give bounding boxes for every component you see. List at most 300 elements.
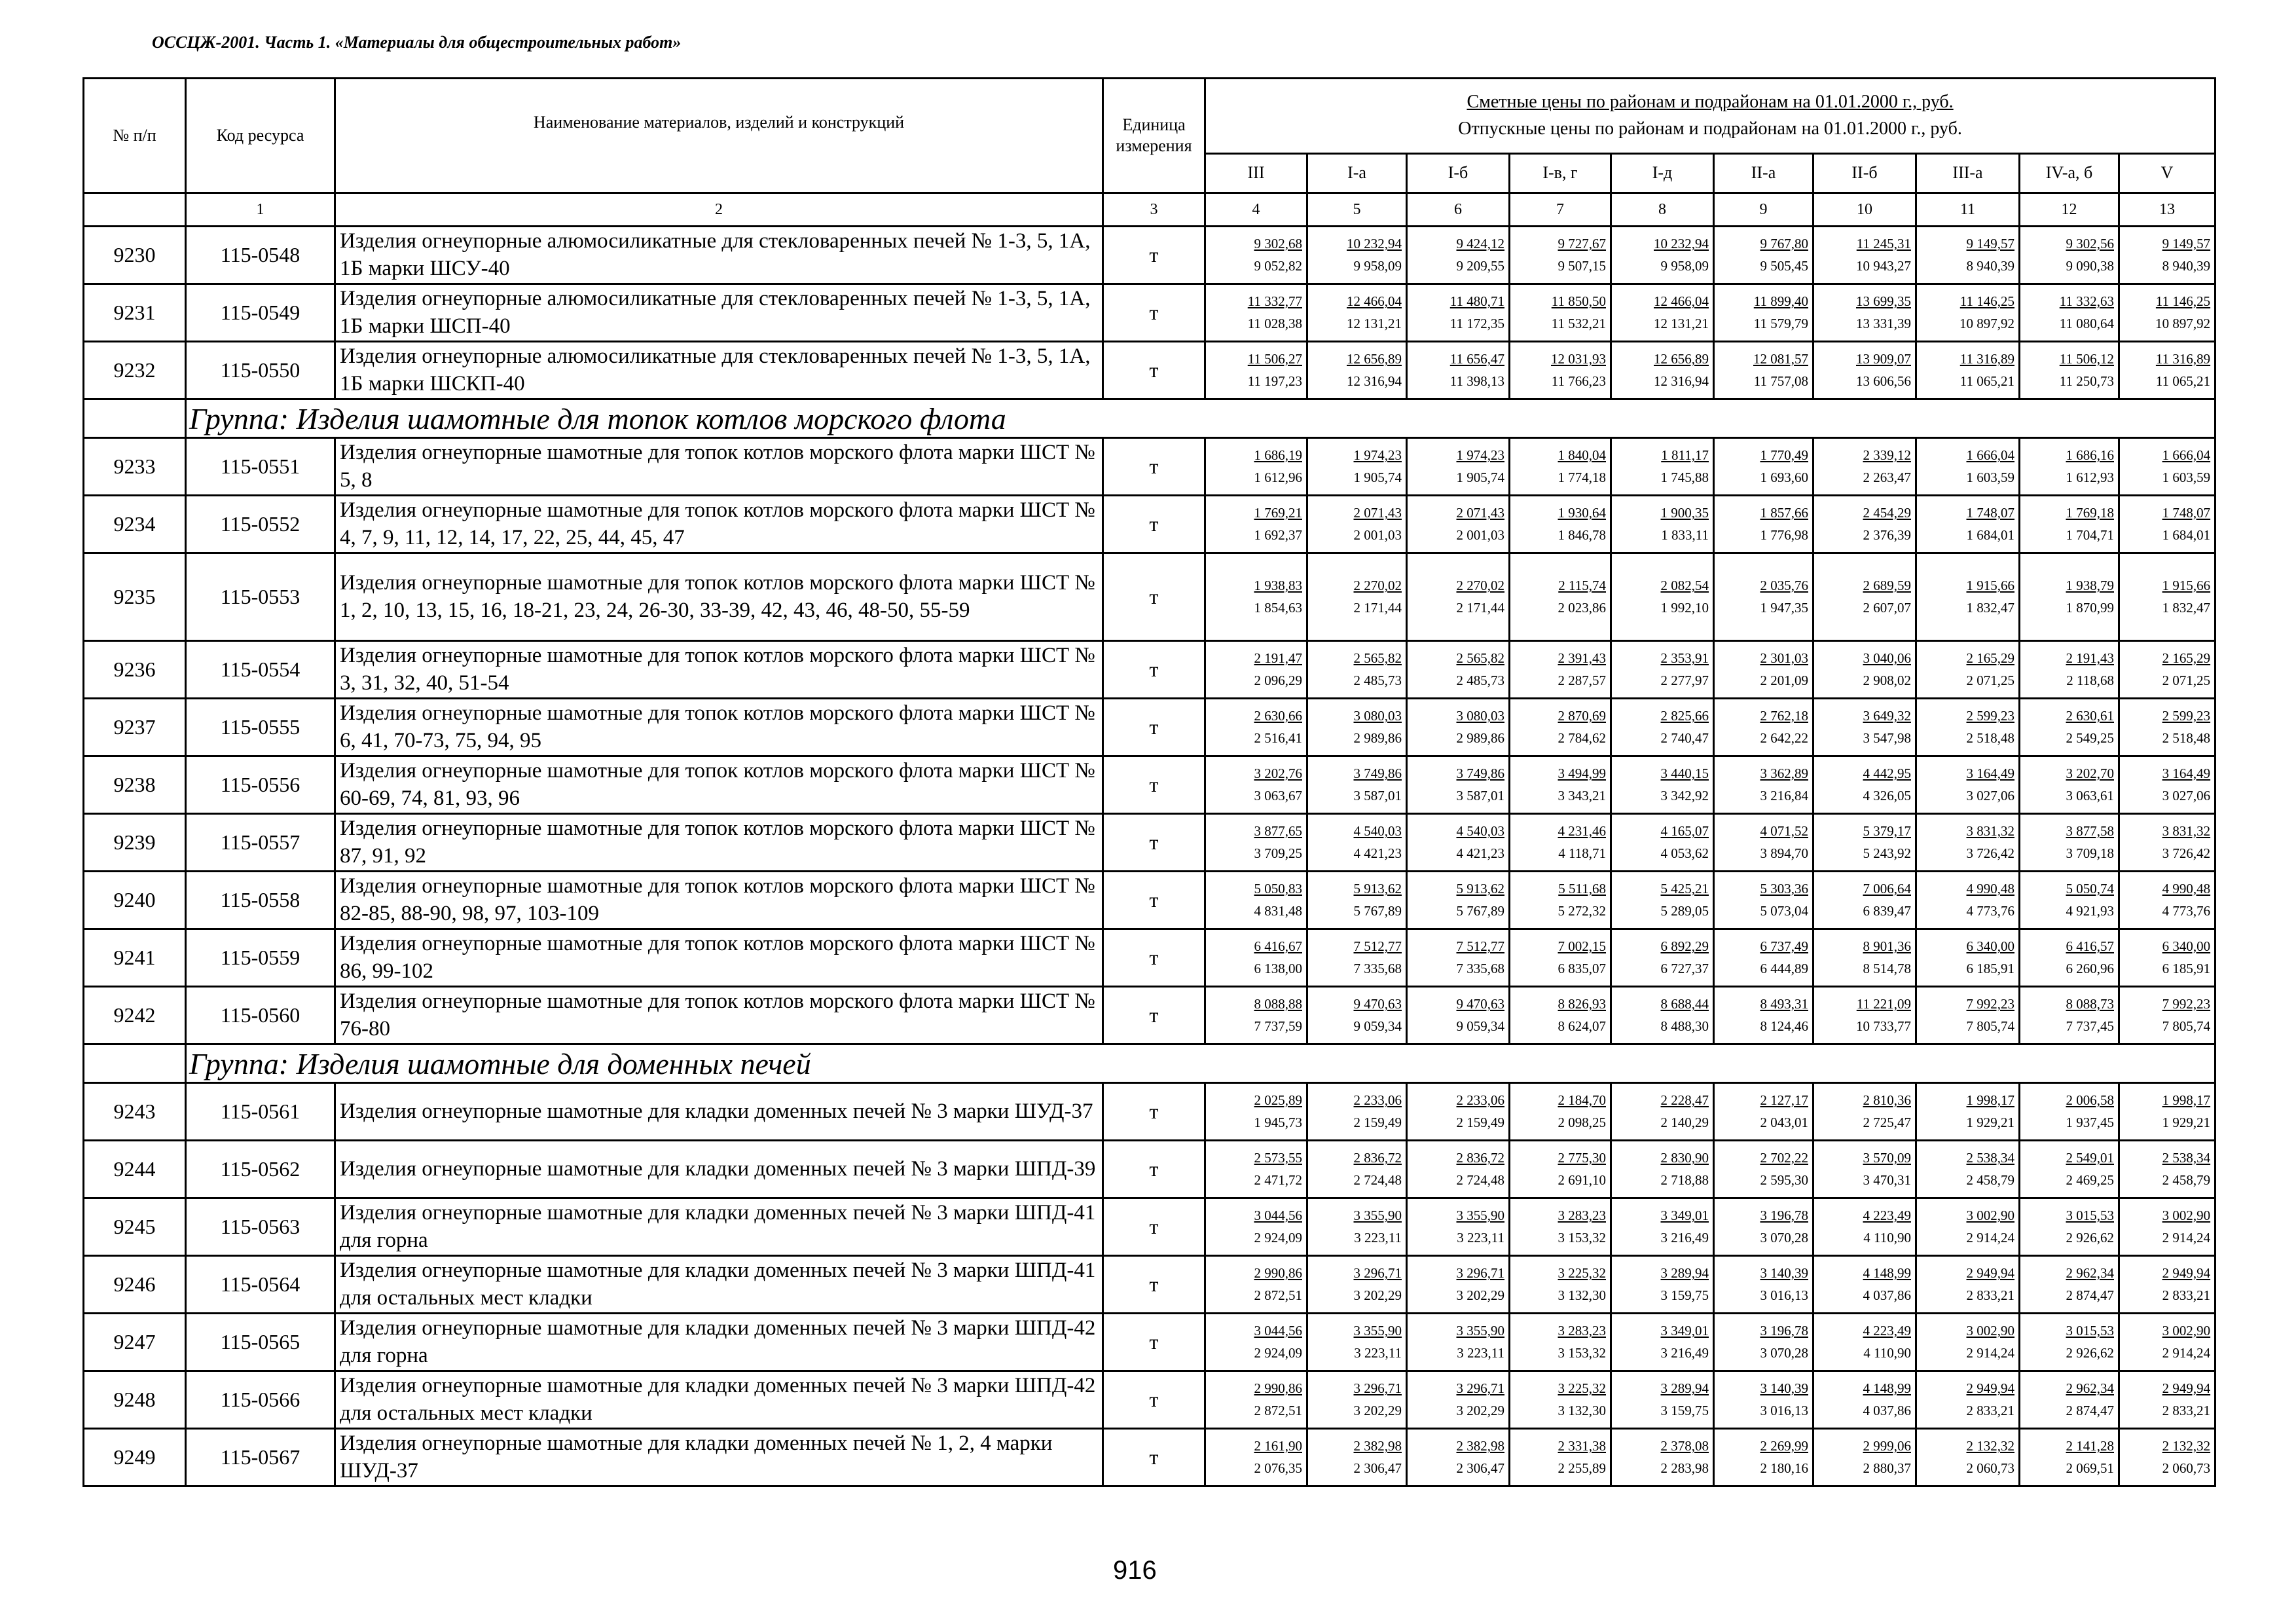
estimate-price: 2 538,34 <box>2162 1150 2211 1166</box>
column-number: 3 <box>1103 193 1205 227</box>
price-cell <box>1407 1371 1510 1429</box>
release-price: 7 335,68 <box>1456 961 1504 976</box>
unit-of-measure: т <box>1103 699 1205 756</box>
estimate-price: 3 296,71 <box>1456 1380 1504 1396</box>
price-cell <box>1714 1314 1813 1371</box>
estimate-price: 2 599,23 <box>1966 708 2014 724</box>
estimate-price: 2 962,34 <box>2066 1265 2114 1281</box>
release-price: 8 940,39 <box>2162 258 2211 274</box>
estimate-price: 5 511,68 <box>1558 881 1606 896</box>
price-cell <box>1611 1429 1714 1486</box>
prices-caption-estimate: Сметные цены по районам и подрайонам на 01.01.2000 г., руб. <box>1467 92 1954 113</box>
region-header: I-д <box>1611 154 1714 193</box>
estimate-price: 3 831,32 <box>2162 823 2211 839</box>
material-name: Изделия огнеупорные шамотные для топок котлов морского флота марки ШСТ № 1, 2, 10, 13, 15, 16, 18-21, 23, 24, 26-30, 33-39, 42, 43, 46, 48-50, 55-59 <box>335 553 1103 641</box>
price-cell <box>1611 1083 1714 1141</box>
estimate-price: 9 302,68 <box>1254 236 1302 251</box>
estimate-price: 4 540,03 <box>1456 823 1504 839</box>
release-price: 4 110,90 <box>1863 1230 1911 1246</box>
region-header: IV-а, б <box>2020 154 2119 193</box>
release-price: 2 989,86 <box>1353 730 1402 746</box>
resource-code: 115-0556 <box>186 756 335 814</box>
estimate-price: 1 666,04 <box>1966 447 2014 463</box>
estimate-price: 2 132,32 <box>2162 1438 2211 1454</box>
price-cell <box>1916 1371 2020 1429</box>
release-price: 3 027,06 <box>1966 788 2014 803</box>
col-header-name: Наименование материалов, изделий и конструкций <box>335 79 1103 193</box>
estimate-price: 8 901,36 <box>1863 938 1911 954</box>
resource-code: 115-0561 <box>186 1083 335 1141</box>
release-price: 4 773,76 <box>1966 903 2014 919</box>
release-price: 3 202,29 <box>1456 1403 1504 1418</box>
price-cell <box>1813 1141 1916 1198</box>
price-cell <box>2119 1371 2215 1429</box>
price-cell <box>2020 1198 2119 1256</box>
estimate-price: 9 302,56 <box>2066 236 2114 251</box>
price-cell <box>1407 1429 1510 1486</box>
price-cell <box>2020 496 2119 553</box>
price-cell <box>1813 1371 1916 1429</box>
price-cell <box>1813 987 1916 1044</box>
release-price: 3 709,25 <box>1254 845 1302 861</box>
price-cell <box>1205 1198 1307 1256</box>
row-number: 9242 <box>84 987 186 1044</box>
estimate-price: 3 440,15 <box>1660 766 1709 781</box>
price-cell <box>2020 641 2119 699</box>
price-cell <box>2020 987 2119 1044</box>
estimate-price: 2 331,38 <box>1558 1438 1606 1454</box>
document-header: ОССЦЖ-2001. Часть 1. «Материалы для общестроительных работ» <box>152 33 682 52</box>
column-number: 4 <box>1205 193 1307 227</box>
release-price: 11 028,38 <box>1247 316 1302 331</box>
unit-of-measure: т <box>1103 641 1205 699</box>
estimate-price: 3 289,94 <box>1660 1380 1709 1396</box>
release-price: 2 306,47 <box>1456 1460 1504 1476</box>
price-cell <box>1510 756 1611 814</box>
release-price: 13 331,39 <box>1856 316 1911 331</box>
price-cell <box>1916 1083 2020 1141</box>
release-price: 3 202,29 <box>1353 1287 1402 1303</box>
estimate-price: 5 913,62 <box>1456 881 1504 896</box>
price-cell <box>1307 1083 1407 1141</box>
price-cell <box>2119 227 2215 284</box>
estimate-price: 11 146,25 <box>1959 293 2014 309</box>
column-number: 7 <box>1510 193 1611 227</box>
estimate-price: 9 149,57 <box>2162 236 2211 251</box>
page-number: 916 <box>1113 1556 1157 1585</box>
release-price: 6 260,96 <box>2066 961 2114 976</box>
price-cell <box>2119 872 2215 929</box>
release-price: 2 376,39 <box>1863 527 1911 543</box>
release-price: 2 171,44 <box>1353 600 1402 616</box>
release-price: 2 069,51 <box>2066 1460 2114 1476</box>
row-number: 9238 <box>84 756 186 814</box>
price-cell <box>1916 641 2020 699</box>
estimate-price: 2 949,94 <box>1966 1265 2014 1281</box>
price-cell <box>1205 438 1307 496</box>
release-price: 2 001,03 <box>1353 527 1402 543</box>
estimate-price: 2 870,69 <box>1558 708 1606 724</box>
price-cell <box>1307 342 1407 399</box>
column-number-blank <box>84 193 186 227</box>
release-price: 4 921,93 <box>2066 903 2114 919</box>
price-cell <box>1510 284 1611 342</box>
price-cell <box>1510 553 1611 641</box>
release-price: 3 587,01 <box>1353 788 1402 803</box>
release-price: 1 945,73 <box>1254 1115 1302 1130</box>
release-price: 2 140,29 <box>1660 1115 1709 1130</box>
release-price: 11 250,73 <box>2059 373 2114 389</box>
release-price: 1 693,60 <box>1760 470 1808 485</box>
release-price: 5 767,89 <box>1456 903 1504 919</box>
material-name: Изделия огнеупорные шамотные для топок котлов морского флота марки ШСТ № 87, 91, 92 <box>335 814 1103 872</box>
release-price: 3 223,11 <box>1354 1345 1402 1361</box>
estimate-price: 3 355,90 <box>1353 1208 1402 1223</box>
estimate-price: 8 493,31 <box>1760 996 1808 1012</box>
group-row <box>84 1044 2215 1083</box>
group-title: Группа: Изделия шамотные для доменных печей <box>186 1044 2215 1083</box>
unit-of-measure: т <box>1103 814 1205 872</box>
estimate-price: 1 857,66 <box>1760 505 1808 521</box>
release-price: 3 726,42 <box>2162 845 2211 861</box>
release-price: 13 606,56 <box>1856 373 1911 389</box>
estimate-price: 2 161,90 <box>1254 1438 1302 1454</box>
price-cell <box>1813 929 1916 987</box>
estimate-price: 2 999,06 <box>1863 1438 1911 1454</box>
release-price: 10 897,92 <box>1959 316 2014 331</box>
price-cell <box>2119 342 2215 399</box>
release-price: 4 110,90 <box>1863 1345 1911 1361</box>
estimate-price: 2 990,86 <box>1254 1380 1302 1396</box>
estimate-price: 3 831,32 <box>1966 823 2014 839</box>
estimate-price: 1 769,18 <box>2066 505 2114 521</box>
estimate-price: 2 573,55 <box>1254 1150 1302 1166</box>
price-cell <box>1307 987 1407 1044</box>
release-price: 2 098,25 <box>1558 1115 1606 1130</box>
row-number: 9249 <box>84 1429 186 1486</box>
estimate-price: 1 938,83 <box>1254 578 1302 593</box>
price-cell <box>1611 929 1714 987</box>
release-price: 2 283,98 <box>1660 1460 1709 1476</box>
estimate-price: 2 115,74 <box>1558 578 1606 593</box>
release-price: 2 914,24 <box>1966 1230 2014 1246</box>
price-cell <box>2119 1429 2215 1486</box>
price-cell <box>1205 814 1307 872</box>
release-price: 9 052,82 <box>1254 258 1302 274</box>
release-price: 2 469,25 <box>2066 1172 2114 1188</box>
release-price: 1 992,10 <box>1660 600 1709 616</box>
unit-of-measure: т <box>1103 1083 1205 1141</box>
price-cell <box>1407 641 1510 699</box>
release-price: 2 924,09 <box>1254 1345 1302 1361</box>
price-cell <box>1205 756 1307 814</box>
estimate-price: 3 202,76 <box>1254 766 1302 781</box>
price-cell <box>1510 1371 1611 1429</box>
price-cell <box>1307 227 1407 284</box>
release-price: 3 153,32 <box>1558 1345 1606 1361</box>
estimate-price: 6 892,29 <box>1660 938 1709 954</box>
release-price: 2 718,88 <box>1660 1172 1709 1188</box>
estimate-price: 1 769,21 <box>1254 505 1302 521</box>
price-cell <box>1510 929 1611 987</box>
release-price: 9 505,45 <box>1760 258 1808 274</box>
estimate-price: 3 749,86 <box>1353 766 1402 781</box>
estimate-price: 3 877,65 <box>1254 823 1302 839</box>
release-price: 1 745,88 <box>1660 470 1709 485</box>
release-price: 1 854,63 <box>1254 600 1302 616</box>
release-price: 2 458,79 <box>1966 1172 2014 1188</box>
release-price: 2 926,62 <box>2066 1345 2114 1361</box>
release-price: 4 773,76 <box>2162 903 2211 919</box>
group-title: Группа: Изделия шамотные для топок котлов морского флота <box>186 399 2215 438</box>
estimate-price: 3 225,32 <box>1558 1380 1606 1396</box>
estimate-price: 3 649,32 <box>1863 708 1911 724</box>
release-price: 2 516,41 <box>1254 730 1302 746</box>
release-price: 2 724,48 <box>1353 1172 1402 1188</box>
resource-code: 115-0549 <box>186 284 335 342</box>
release-price: 5 767,89 <box>1353 903 1402 919</box>
estimate-price: 2 165,29 <box>2162 650 2211 666</box>
resource-code: 115-0567 <box>186 1429 335 1486</box>
price-cell <box>1714 1256 1813 1314</box>
price-cell <box>1205 872 1307 929</box>
estimate-price: 1 915,66 <box>2162 578 2211 593</box>
release-price: 3 709,18 <box>2066 845 2114 861</box>
table-row <box>84 987 2215 1044</box>
price-cell <box>1510 227 1611 284</box>
estimate-price: 2 141,28 <box>2066 1438 2114 1454</box>
estimate-price: 2 549,01 <box>2066 1150 2114 1166</box>
release-price: 1 870,99 <box>2066 600 2114 616</box>
price-cell <box>1307 641 1407 699</box>
release-price: 2 725,47 <box>1863 1115 1911 1130</box>
release-price: 12 131,21 <box>1654 316 1709 331</box>
estimate-price: 11 480,71 <box>1449 293 1504 309</box>
price-cell <box>1611 1314 1714 1371</box>
price-cell <box>2119 1083 2215 1141</box>
estimate-price: 3 296,71 <box>1353 1380 1402 1396</box>
estimate-price: 3 196,78 <box>1760 1323 1808 1338</box>
price-cell <box>1407 1256 1510 1314</box>
unit-of-measure: т <box>1103 342 1205 399</box>
estimate-price: 2 382,98 <box>1353 1438 1402 1454</box>
price-cell <box>1407 814 1510 872</box>
release-price: 1 603,59 <box>1966 470 2014 485</box>
release-price: 5 073,04 <box>1760 903 1808 919</box>
estimate-price: 1 840,04 <box>1558 447 1606 463</box>
column-number: 9 <box>1714 193 1813 227</box>
price-cell <box>1714 1141 1813 1198</box>
release-price: 2 740,47 <box>1660 730 1709 746</box>
resource-code: 115-0564 <box>186 1256 335 1314</box>
price-cell <box>1813 872 1916 929</box>
price-cell <box>2020 1141 2119 1198</box>
price-cell <box>1714 227 1813 284</box>
release-price: 9 090,38 <box>2066 258 2114 274</box>
price-cell <box>1916 553 2020 641</box>
release-price: 2 306,47 <box>1353 1460 1402 1476</box>
resource-code: 115-0562 <box>186 1141 335 1198</box>
price-cell <box>1813 284 1916 342</box>
release-price: 7 737,59 <box>1254 1018 1302 1034</box>
estimate-price: 2 191,43 <box>2066 650 2114 666</box>
release-price: 9 958,09 <box>1660 258 1709 274</box>
price-cell <box>1407 756 1510 814</box>
estimate-price: 4 442,95 <box>1863 766 1911 781</box>
price-cell <box>1813 342 1916 399</box>
price-cell <box>1714 641 1813 699</box>
estimate-price: 8 688,44 <box>1660 996 1709 1012</box>
price-cell <box>2020 1256 2119 1314</box>
price-cell <box>1407 699 1510 756</box>
release-price: 9 059,34 <box>1353 1018 1402 1034</box>
release-price: 1 692,37 <box>1254 527 1302 543</box>
estimate-price: 1 938,79 <box>2066 578 2114 593</box>
estimate-price: 2 454,29 <box>1863 505 1911 521</box>
price-cell <box>1714 496 1813 553</box>
price-cell <box>1510 438 1611 496</box>
price-cell <box>2119 699 2215 756</box>
estimate-price: 1 686,19 <box>1254 447 1302 463</box>
price-cell <box>1205 1256 1307 1314</box>
column-number: 12 <box>2020 193 2119 227</box>
table-row <box>84 227 2215 284</box>
price-cell <box>2020 227 2119 284</box>
estimate-price: 11 316,89 <box>1959 351 2014 367</box>
estimate-price: 12 466,04 <box>1347 293 1402 309</box>
estimate-price: 3 164,49 <box>2162 766 2211 781</box>
price-cell <box>1813 1314 1916 1371</box>
price-cell <box>2119 814 2215 872</box>
material-name: Изделия огнеупорные шамотные для топок котлов морского флота марки ШСТ № 76-80 <box>335 987 1103 1044</box>
price-cell <box>1307 1141 1407 1198</box>
estimate-price: 12 081,57 <box>1753 351 1808 367</box>
release-price: 1 905,74 <box>1353 470 1402 485</box>
table-row <box>84 284 2215 342</box>
estimate-price: 4 148,99 <box>1863 1380 1911 1396</box>
price-cell <box>1714 1429 1813 1486</box>
estimate-price: 2 836,72 <box>1353 1150 1402 1166</box>
estimate-price: 2 184,70 <box>1558 1092 1606 1108</box>
price-cell <box>1611 699 1714 756</box>
price-cell <box>1205 553 1307 641</box>
release-price: 3 027,06 <box>2162 788 2211 803</box>
release-price: 10 943,27 <box>1856 258 1911 274</box>
release-price: 12 316,94 <box>1347 373 1402 389</box>
material-name: Изделия огнеупорные шамотные для кладки доменных печей № 3 марки ШПД-42 для остальных мест кладки <box>335 1371 1103 1429</box>
release-price: 3 587,01 <box>1456 788 1504 803</box>
row-number: 9245 <box>84 1198 186 1256</box>
release-price: 4 053,62 <box>1660 845 1709 861</box>
price-cell <box>1307 284 1407 342</box>
resource-code: 115-0553 <box>186 553 335 641</box>
row-number: 9240 <box>84 872 186 929</box>
material-name: Изделия огнеупорные шамотные для топок котлов морского флота марки ШСТ № 60-69, 74, 81, 93, 96 <box>335 756 1103 814</box>
estimate-price: 7 992,23 <box>2162 996 2211 1012</box>
unit-of-measure: т <box>1103 227 1205 284</box>
price-cell <box>1916 1314 2020 1371</box>
price-cell <box>1611 814 1714 872</box>
table-row <box>84 1198 2215 1256</box>
estimate-price: 9 727,67 <box>1558 236 1606 251</box>
estimate-price: 3 044,56 <box>1254 1323 1302 1338</box>
release-price: 2 485,73 <box>1353 673 1402 688</box>
estimate-price: 12 656,89 <box>1654 351 1709 367</box>
release-price: 2 642,22 <box>1760 730 1808 746</box>
price-cell <box>1307 699 1407 756</box>
price-cell <box>1307 553 1407 641</box>
release-price: 8 488,30 <box>1660 1018 1709 1034</box>
estimate-price: 2 599,23 <box>2162 708 2211 724</box>
table-body <box>84 227 2215 1486</box>
release-price: 2 255,89 <box>1558 1460 1606 1476</box>
release-price: 3 202,29 <box>1456 1287 1504 1303</box>
release-price: 3 223,11 <box>1457 1345 1504 1361</box>
resource-code: 115-0552 <box>186 496 335 553</box>
estimate-price: 3 355,90 <box>1456 1323 1504 1338</box>
release-price: 1 846,78 <box>1558 527 1606 543</box>
release-price: 1 929,21 <box>1966 1115 2014 1130</box>
estimate-price: 4 148,99 <box>1863 1265 1911 1281</box>
header-row-1 <box>84 79 2215 154</box>
group-row-blank <box>84 399 186 438</box>
price-cell <box>1611 1371 1714 1429</box>
price-cell <box>1611 1141 1714 1198</box>
unit-of-measure: т <box>1103 872 1205 929</box>
price-cell <box>1307 1429 1407 1486</box>
table-row <box>84 438 2215 496</box>
table-row <box>84 1083 2215 1141</box>
estimate-price: 2 233,06 <box>1456 1092 1504 1108</box>
release-price: 2 874,47 <box>2066 1287 2114 1303</box>
release-price: 4 118,71 <box>1558 845 1606 861</box>
material-name: Изделия огнеупорные шамотные для кладки доменных печей № 3 марки ШУД-37 <box>335 1083 1103 1141</box>
release-price: 1 947,35 <box>1760 600 1808 616</box>
estimate-price: 7 512,77 <box>1456 938 1504 954</box>
release-price: 2 060,73 <box>1966 1460 2014 1476</box>
region-header: V <box>2119 154 2215 193</box>
release-price: 2 833,21 <box>2162 1287 2211 1303</box>
release-price: 1 612,93 <box>2066 470 2114 485</box>
material-name: Изделия огнеупорные шамотные для топок котлов морского флота марки ШСТ № 4, 7, 9, 11, 12, 14, 17, 22, 25, 44, 45, 47 <box>335 496 1103 553</box>
estimate-price: 10 232,94 <box>1347 236 1402 251</box>
estimate-price: 3 749,86 <box>1456 766 1504 781</box>
estimate-price: 2 962,34 <box>2066 1380 2114 1396</box>
group-row <box>84 399 2215 438</box>
price-cell <box>1813 227 1916 284</box>
row-number: 9241 <box>84 929 186 987</box>
estimate-price: 11 245,31 <box>1856 236 1911 251</box>
resource-code: 115-0555 <box>186 699 335 756</box>
release-price: 9 209,55 <box>1456 258 1504 274</box>
estimate-price: 8 088,88 <box>1254 996 1302 1012</box>
release-price: 2 043,01 <box>1760 1115 1808 1130</box>
row-number: 9236 <box>84 641 186 699</box>
price-cell <box>1307 929 1407 987</box>
release-price: 3 159,75 <box>1660 1403 1709 1418</box>
price-cell <box>1611 284 1714 342</box>
estimate-price: 3 080,03 <box>1353 708 1402 724</box>
price-cell <box>1916 929 2020 987</box>
price-cell <box>1407 929 1510 987</box>
estimate-price: 3 164,49 <box>1966 766 2014 781</box>
estimate-price: 2 006,58 <box>2066 1092 2114 1108</box>
estimate-price: 3 002,90 <box>2162 1208 2211 1223</box>
estimate-price: 3 349,01 <box>1660 1208 1709 1223</box>
price-cell <box>1205 496 1307 553</box>
release-price: 2 485,73 <box>1456 673 1504 688</box>
estimate-price: 11 221,09 <box>1856 996 1911 1012</box>
